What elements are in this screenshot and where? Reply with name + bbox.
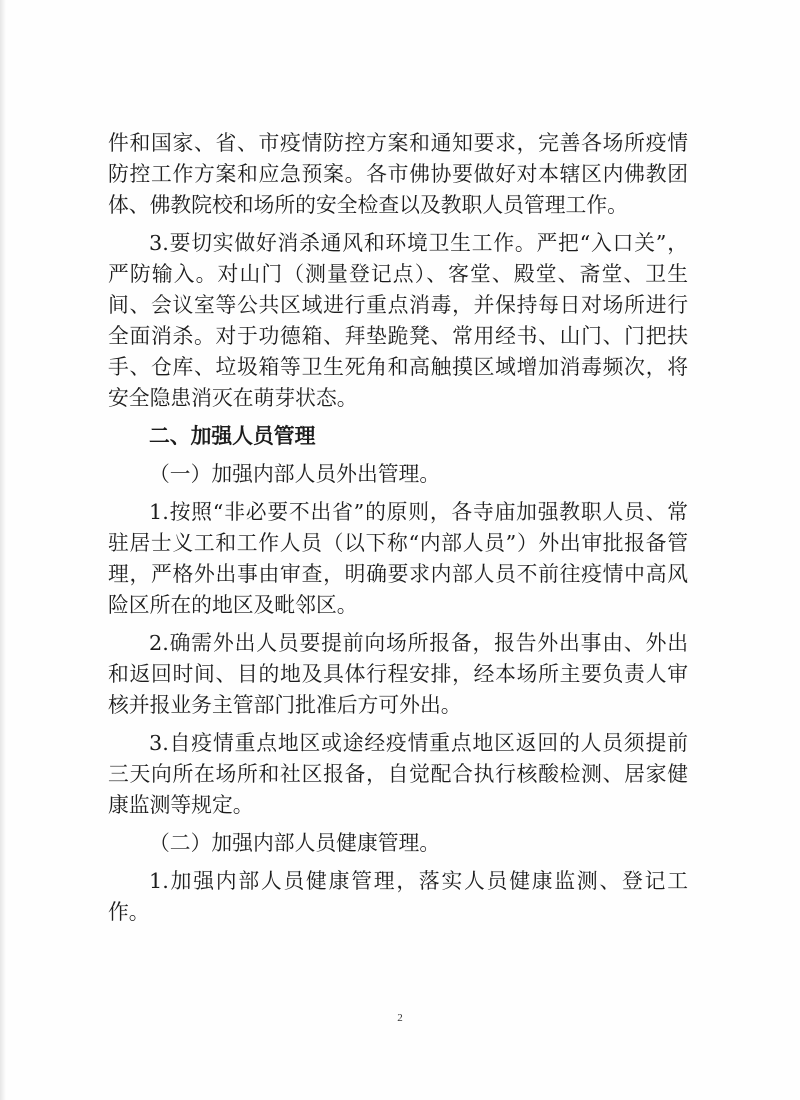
subheading-health-management: （二）加强内部人员健康管理。 [149,831,441,855]
paragraph-continuation: 件和国家、省、市疫情防控方案和通知要求，完善各场所疫情防控工作方案和应急预案。各市佛协要做好对本辖区内佛教团体、佛教院校和场所的安全检查以及教职人员管理工作。 [108,131,688,217]
subheading-outing-management: （一）加强内部人员外出管理。 [149,462,441,486]
paragraph-disinfection: 3.要切实做好消杀通风和环境卫生工作。严把“入口关”，严防输入。对山门（测量登记点）、客堂、殿堂、斋堂、卫生间、会议室等公共区域进行重点消毒，并保持每日对场所进行全面消杀。对于功德箱、拜垫跪凳、常用经书、山门、门把扶手、仓库、垃圾箱等卫生死角和高触摸区域增加消毒频次，将安全隐患消灭在萌芽状态。 [108,231,688,410]
paragraph-item-2: 2.确需外出人员要提前向场所报备，报告外出事由、外出和返回时间、目的地及具体行程安排，经本场所主要负责人审核并报业务主管部门批准后方可外出。 [108,631,688,717]
paragraph-health-item-1: 1.加强内部人员健康管理，落实人员健康监测、登记工作。 [108,869,688,924]
section-heading-personnel: 二、加强人员管理 [149,424,316,448]
page-number: 2 [397,1012,403,1024]
document-body [108,128,688,935]
paragraph-item-1: 1.按照“非必要不出省”的原则，各寺庙加强教职人员、常驻居士义工和工作人员（以下称“内部人员”）外出审批报备管理，严格外出事由审查，明确要求内部人员不前往疫情中高风险区所在的地区及毗邻区。 [108,500,688,617]
paragraph-item-3: 3.自疫情重点地区或途经疫情重点地区返回的人员须提前三天向所在场所和社区报备，自觉配合执行核酸检测、居家健康监测等规定。 [108,731,688,817]
scan-edge [0,0,6,1100]
